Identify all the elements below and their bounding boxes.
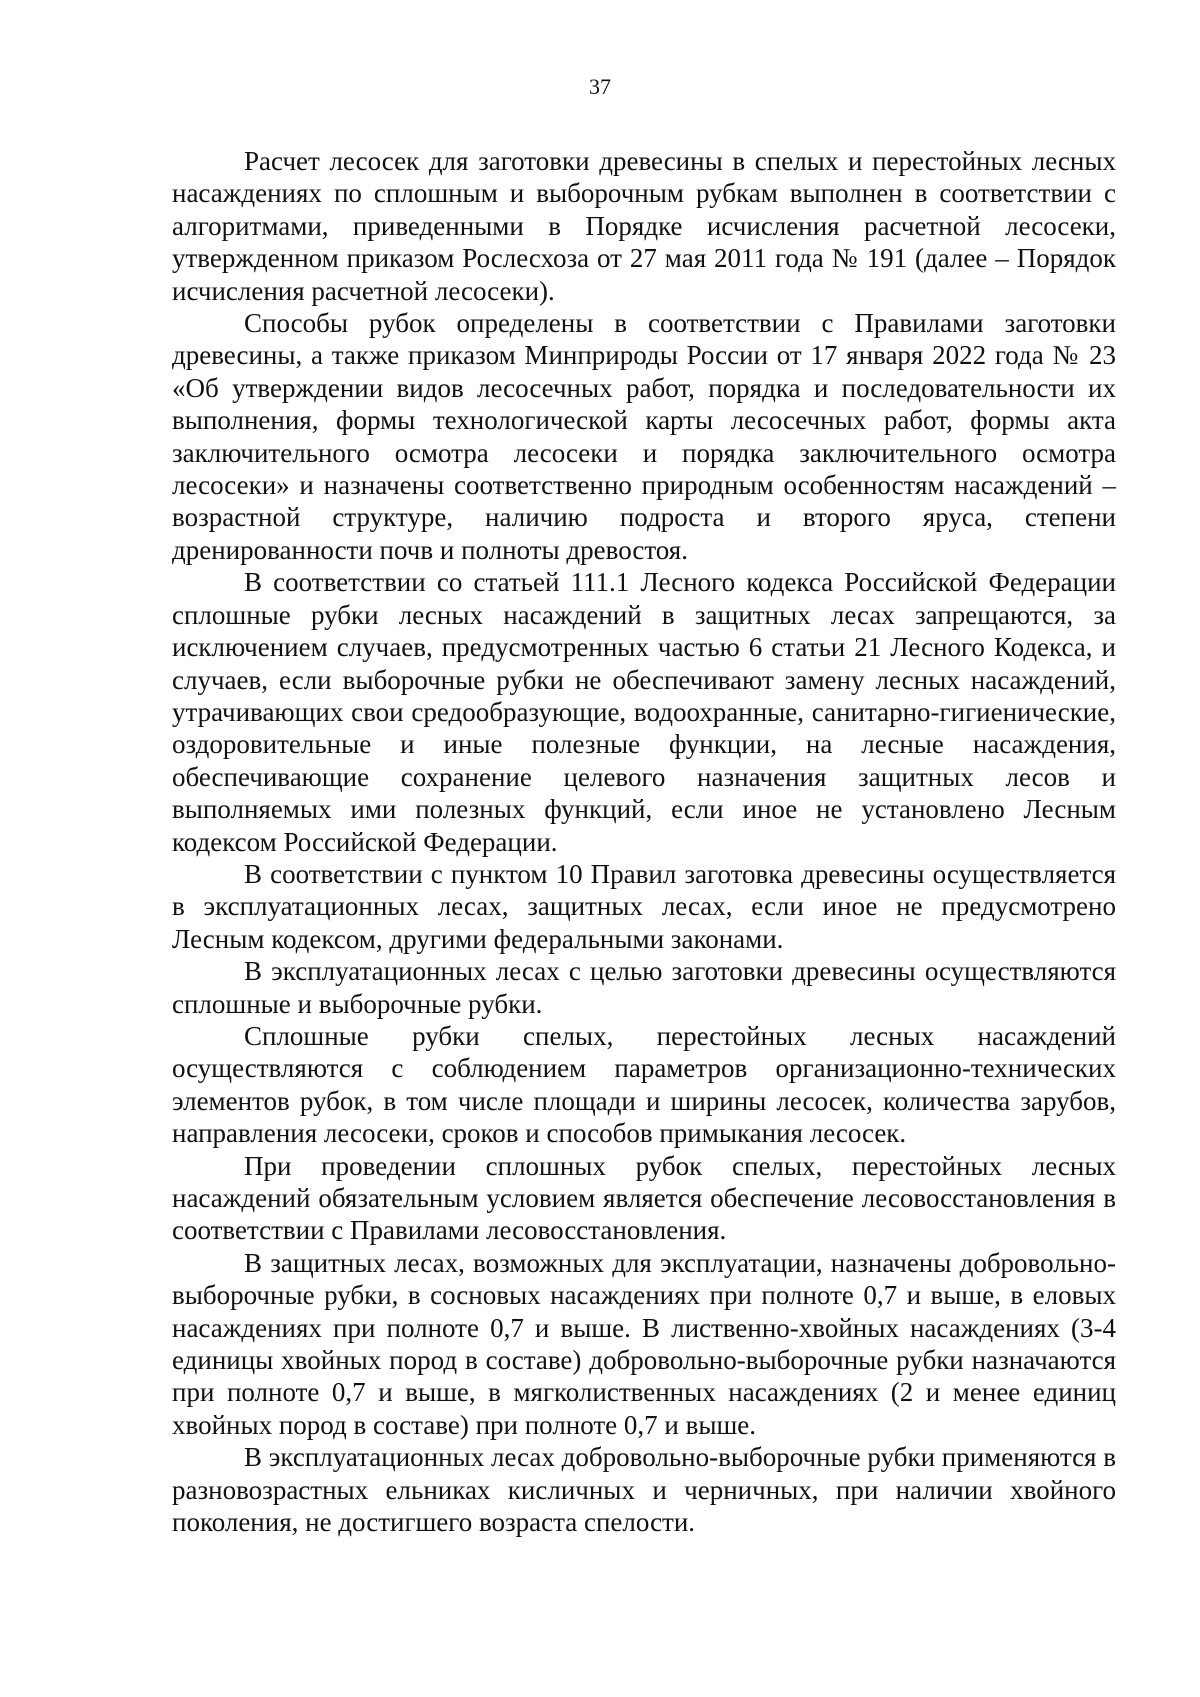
paragraph-voluntary-selective-operational: В эксплуатационных лесах добровольно-выборочные рубки применяются в разновозрастных ельниках кисличных и черничных, при наличии хвойного поколения, не достигшего возраста спелости. (172, 1442, 1116, 1538)
paragraph-voluntary-selective-protective: В защитных лесах, возможных для эксплуатации, назначены добровольно-выборочные рубки, в сосновых насаждениях при полноте 0,7 и выше, в еловых насаждениях при полноте 0,7 и выше. В лиственно-хвойных насаждениях (3-4 единицы хвойных пород в составе) добровольно-выборочные рубки назначаются при полноте 0,7 и выше, в мягколиственных насаждениях (2 и менее единиц хвойных пород в составе) при полноте 0,7 и выше. (172, 1247, 1116, 1440)
paragraph-rules-item-10: В соответствии с пунктом 10 Правил заготовка древесины осуществляется в эксплуатационных лесах, защитных лесах, если иное не предусмотрено Лесным кодексом, другими федеральными законами. (172, 858, 1116, 954)
paragraph-protective-forests-clear-cut: В соответствии со статьей 111.1 Лесного кодекса Российской Федерации сплошные рубки лесных насаждений в защитных лесах запрещаются, за исключением случаев, предусмотренных частью 6 статьи 21 Лесного Кодекса, и случаев, если выборочные рубки не обеспечивают замену лесных насаждений, утрачивающих свои средообразующие, водоохранные, санитарно-гигиенические, оздоровительные и иные полезные функции, на лесные насаждения, обеспечивающие сохранение целевого назначения защитных лесов и выполняемых ими полезных функций, если иное не установлено Лесным кодексом Российской Федерации. (172, 567, 1116, 857)
paragraph-felling-methods: Способы рубок определены в соответствии с Правилами заготовки древесины, а также приказом Минприроды России от 17 января 2022 года № 23 «Об утверждении видов лесосечных работ, порядка и последовательности их выполнения, формы технологической карты лесосечных работ, формы акта заключительного осмотра лесосеки и порядка заключительного осмотра лесосеки» и назначены соответственно природным особенностям насаждений – возрастной структуре, наличию подроста и второго яруса, степени дренированности почв и полноты древостоя. (172, 308, 1116, 565)
document-body (172, 145, 1116, 1538)
page-number: 37 (589, 74, 611, 99)
paragraph-allowable-cut: Расчет лесосек для заготовки древесины в спелых и перестойных лесных насаждениях по сплошным и выборочным рубкам выполнен в соответствии с алгоритмами, приведенными в Порядке исчисления расчетной лесосеки, утвержденном приказом Рослесхоза от 27 мая 2011 года № 191 (далее – Порядок исчисления расчетной лесосеки). (172, 146, 1116, 306)
paragraph-operational-forests: В эксплуатационных лесах с целью заготовки древесины осуществляются сплошные и выборочные рубки. (172, 956, 1116, 1019)
paragraph-reforestation-condition: При проведении сплошных рубок спелых, перестойных лесных насаждений обязательным условием является обеспечение лесовосстановления в соответствии с Правилами лесовосстановления. (172, 1150, 1116, 1246)
paragraph-clear-cut-parameters: Сплошные рубки спелых, перестойных лесных насаждений осуществляются с соблюдением параметров организационно-технических элементов рубок, в том числе площади и ширины лесосек, количества зарубов, направления лесосеки, сроков и способов примыкания лесосек. (172, 1020, 1116, 1149)
